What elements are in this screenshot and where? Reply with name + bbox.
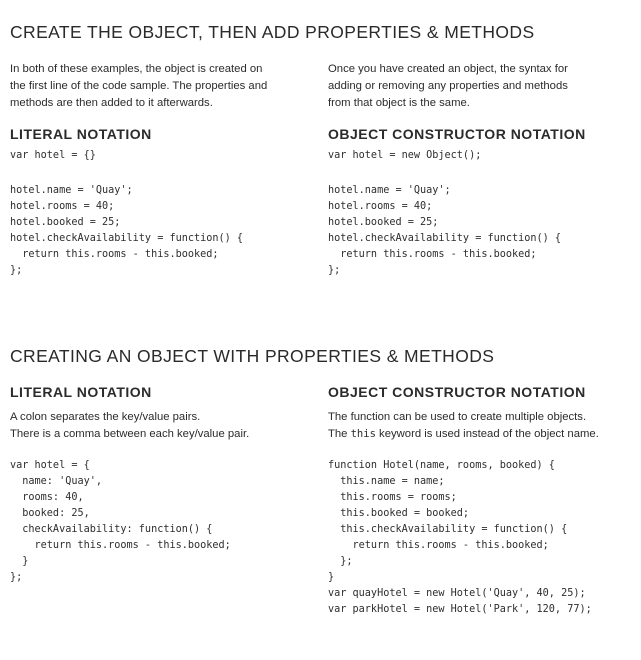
code-line: rooms: 40,: [10, 492, 84, 503]
code-line: return this.rooms - this.booked;: [10, 249, 219, 260]
code-line: hotel.rooms = 40;: [328, 201, 433, 212]
code-line: this.checkAvailability = function() {: [328, 524, 568, 535]
section-title-create-with-properties: CREATING AN OBJECT WITH PROPERTIES & METHODS: [10, 346, 495, 366]
intro-line: methods are then added to it afterwards.: [10, 97, 213, 109]
code-line: };: [328, 265, 341, 276]
code-line: hotel.name = 'Quay';: [10, 185, 133, 196]
code-line: hotel.checkAvailability = function() {: [10, 233, 244, 244]
intro-line: There is a comma between each key/value pair.: [10, 428, 250, 440]
code-line: var hotel = {}: [10, 150, 96, 161]
code-line: name: 'Quay',: [10, 476, 103, 487]
section1-left-literal: [10, 126, 310, 142]
code-line: this.name = name;: [328, 476, 445, 487]
intro-line: The function can be used to create multiple objects.: [328, 411, 587, 423]
code-line: var parkHotel = new Hotel('Park', 120, 77);: [328, 604, 592, 615]
code-line: };: [328, 556, 353, 567]
intro-line-post: keyword is used instead of the object name.: [375, 428, 599, 440]
section1-left-column: [10, 61, 310, 112]
section2-left-intro: [10, 409, 310, 443]
literal-notation-heading: LITERAL NOTATION: [10, 126, 152, 142]
code-line: return this.rooms - this.booked;: [10, 540, 231, 551]
code-line: hotel.rooms = 40;: [10, 201, 115, 212]
constructor-notation-heading: OBJECT CONSTRUCTOR NOTATION: [328, 384, 586, 400]
constructor-notation-heading: OBJECT CONSTRUCTOR NOTATION: [328, 126, 586, 142]
code-line: var hotel = {: [10, 460, 90, 471]
code-line: return this.rooms - this.booked;: [328, 540, 549, 551]
section2-right-constructor: [328, 384, 636, 443]
literal-notation-heading: LITERAL NOTATION: [10, 384, 152, 400]
section1-right-constructor: [328, 126, 636, 142]
code-line: }: [10, 556, 29, 567]
code-line: checkAvailability: function() {: [10, 524, 213, 535]
code-line: function Hotel(name, rooms, booked) {: [328, 460, 555, 471]
code-line: return this.rooms - this.booked;: [328, 249, 537, 260]
intro-line: the first line of the code sample. The properties and: [10, 80, 268, 92]
code-line: };: [10, 572, 23, 583]
code-line: this.rooms = rooms;: [328, 492, 457, 503]
section1-constructor-code-block: [328, 183, 561, 279]
intro-line: Once you have created an object, the syntax for: [328, 63, 568, 75]
section1-literal-code-block: [10, 183, 243, 279]
section1-right-column: [328, 61, 636, 112]
section2-literal-code-block: [10, 458, 231, 586]
intro-line-pre: The: [328, 428, 351, 440]
code-line: hotel.name = 'Quay';: [328, 185, 451, 196]
code-line: hotel.booked = 25;: [10, 217, 121, 228]
code-line: hotel.booked = 25;: [328, 217, 439, 228]
code-line: var hotel = new Object();: [328, 150, 482, 161]
intro-line: from that object is the same.: [328, 97, 470, 109]
section-title-create-then-add: CREATE THE OBJECT, THEN ADD PROPERTIES & METHODS: [10, 22, 535, 42]
section2-right-intro: [328, 409, 636, 443]
intro-line: adding or removing any properties and methods: [328, 80, 568, 92]
intro-line: A colon separates the key/value pairs.: [10, 411, 201, 423]
section1-left-intro: [10, 61, 310, 112]
code-line: this.booked = booked;: [328, 508, 470, 519]
code-line: var quayHotel = new Hotel('Quay', 40, 25);: [328, 588, 586, 599]
section2-constructor-code-block: [328, 458, 592, 618]
section2-left-literal: [10, 384, 310, 443]
section1-right-intro: [328, 61, 636, 112]
code-line: }: [328, 572, 335, 583]
code-line: hotel.checkAvailability = function() {: [328, 233, 562, 244]
code-line: booked: 25,: [10, 508, 90, 519]
code-line: };: [10, 265, 23, 276]
this-keyword: this: [350, 428, 376, 440]
intro-line: In both of these examples, the object is created on: [10, 63, 263, 75]
